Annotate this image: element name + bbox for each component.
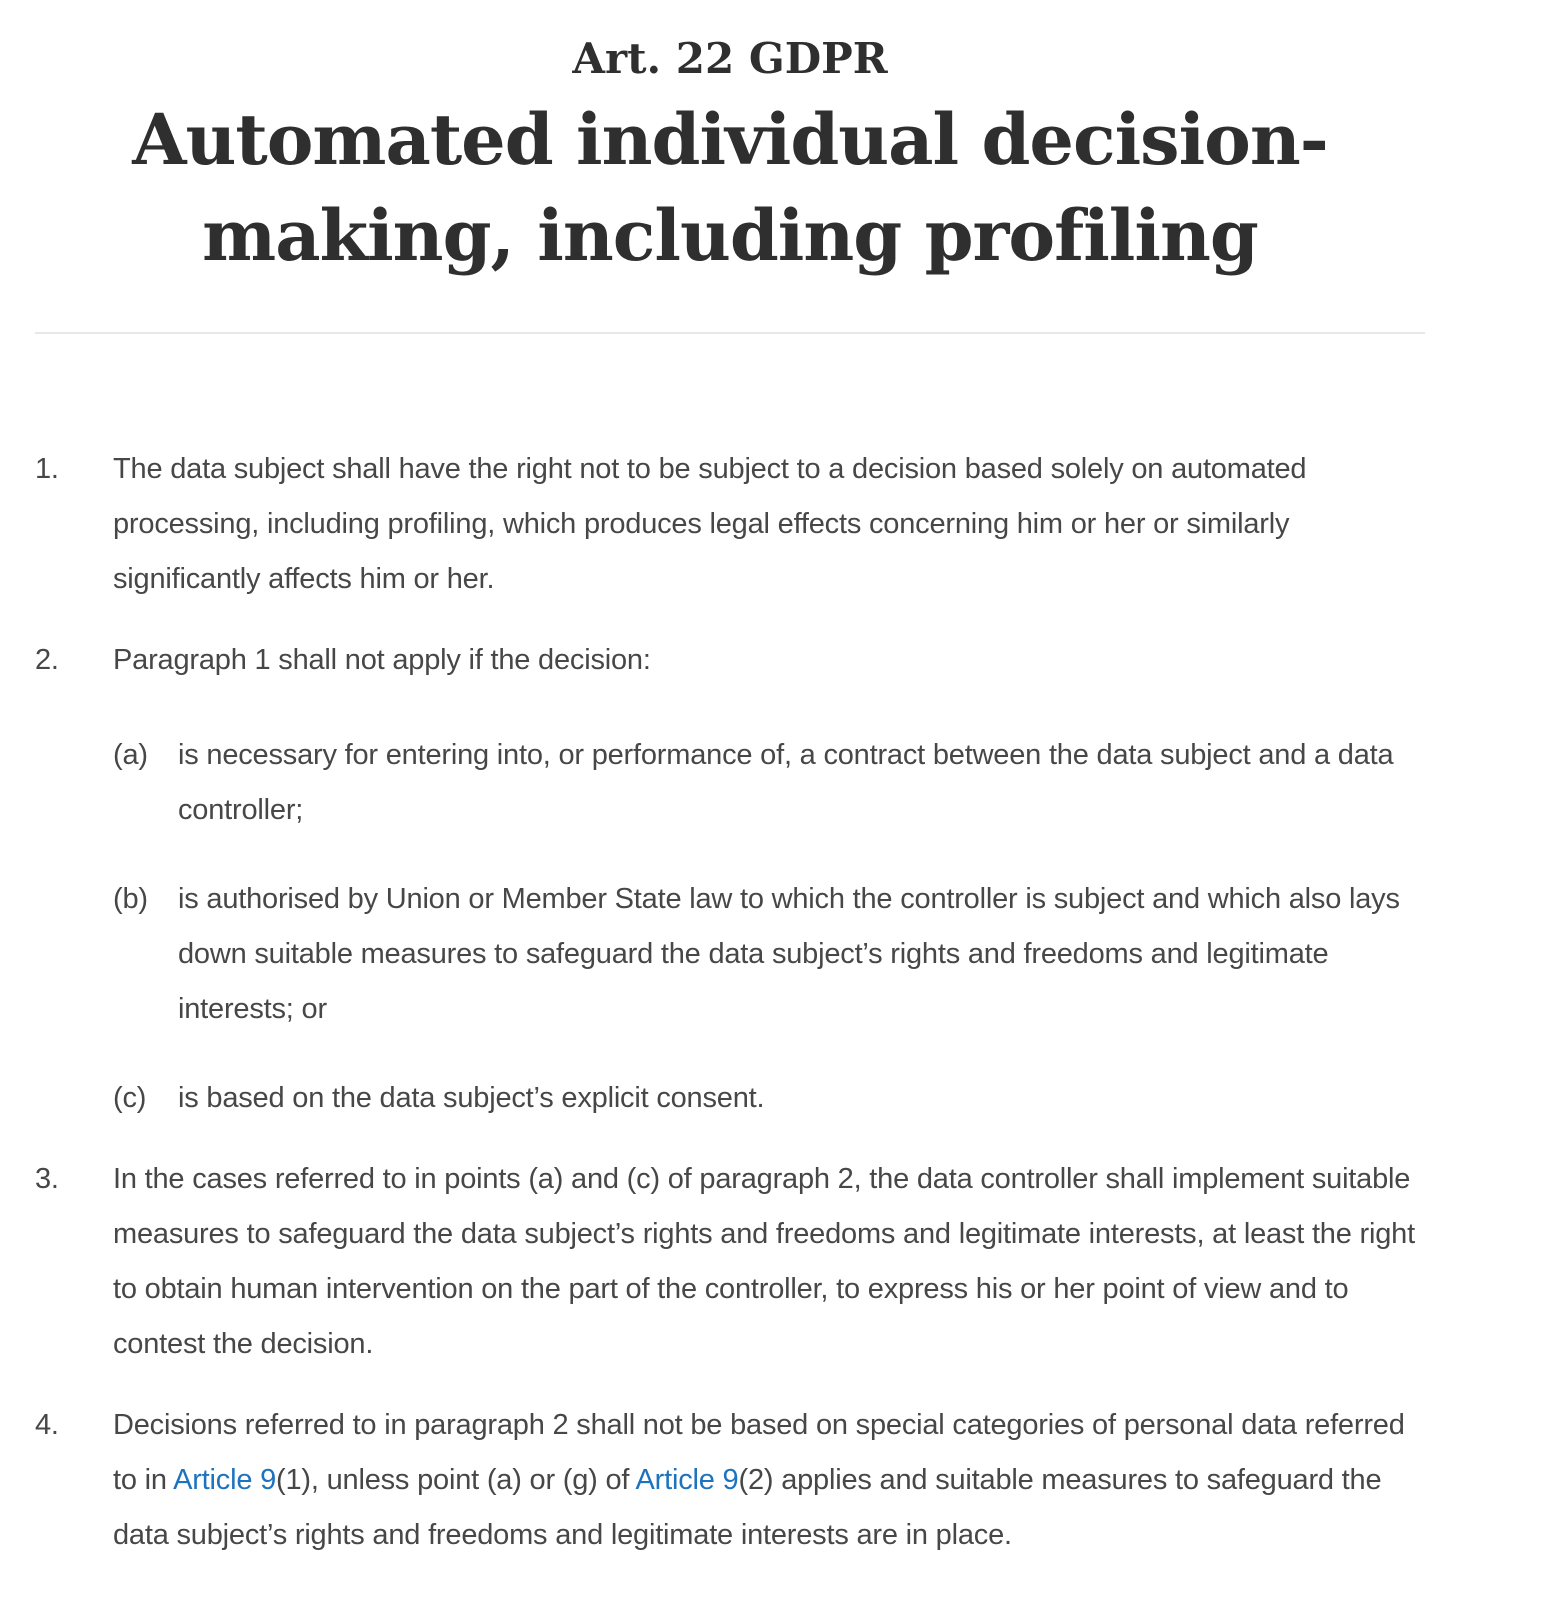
text-segment: (2) applies and suitable measures to safeguard the data subject’s rights and freedoms and legitimate interests are in place. bbox=[113, 1464, 1382, 1551]
list-item bbox=[35, 1152, 1425, 1372]
list-item-marker: 1. bbox=[35, 453, 59, 485]
list-item-text: The data subject shall have the right not to be subject to a decision based solely on automated processing, including profiling, which produces legal effects concerning him or her or similarly significantly affects him or her. bbox=[113, 453, 1307, 595]
article-header bbox=[35, 34, 1425, 284]
list-item-text: Paragraph 1 shall not apply if the decision: bbox=[113, 644, 651, 676]
page-title: Automated individual decision-making, including profiling bbox=[132, 98, 1328, 277]
sub-list-item-text: is necessary for entering into, or performance of, a contract between the data subject and a data controller; bbox=[178, 739, 1394, 826]
list-item-marker: 4. bbox=[35, 1409, 59, 1441]
sub-list-item bbox=[113, 728, 1425, 838]
list-item bbox=[35, 1398, 1425, 1563]
article-container bbox=[35, 34, 1425, 1563]
list-item bbox=[35, 442, 1425, 607]
text-segment: (1), unless point (a) or (g) of bbox=[276, 1464, 636, 1496]
sub-list-item-marker: (b) bbox=[113, 883, 148, 915]
list-item-text: In the cases referred to in points (a) and (c) of paragraph 2, the data controller shall implement suitable measures to safeguard the data subject’s rights and freedoms and legitimate interests, at least the right to obtain human intervention on the part of the controller, to express his or her point of view and to contest the decision. bbox=[113, 1163, 1415, 1360]
list-item-marker: 3. bbox=[35, 1163, 59, 1195]
divider bbox=[35, 332, 1425, 334]
sub-list-item bbox=[113, 872, 1425, 1037]
article-9-link[interactable]: Article 9 bbox=[173, 1464, 277, 1496]
sub-list-item bbox=[113, 1071, 1425, 1126]
list-item bbox=[35, 633, 1425, 1126]
article-9-link[interactable]: Article 9 bbox=[635, 1464, 739, 1496]
paragraph-list bbox=[35, 442, 1425, 1563]
sub-list-item-marker: (a) bbox=[113, 739, 148, 771]
list-item-marker: 2. bbox=[35, 644, 59, 676]
list-item-text bbox=[113, 1398, 1425, 1563]
article-number-heading: Art. 22 GDPR bbox=[572, 34, 888, 83]
sub-list-item-marker: (c) bbox=[113, 1082, 147, 1114]
sub-list-item-text: is based on the data subject’s explicit consent. bbox=[178, 1082, 765, 1114]
text-segment: Decisions referred to in paragraph 2 shall not be based on special categories of personal data referred to in bbox=[113, 1409, 1405, 1496]
list-item-body bbox=[113, 633, 1425, 1126]
sub-paragraph-list bbox=[113, 728, 1425, 1126]
sub-list-item-text: is authorised by Union or Member State law to which the controller is subject and which also lays down suitable measures to safeguard the data subject’s rights and freedoms and legitimate interests; or bbox=[178, 883, 1400, 1025]
